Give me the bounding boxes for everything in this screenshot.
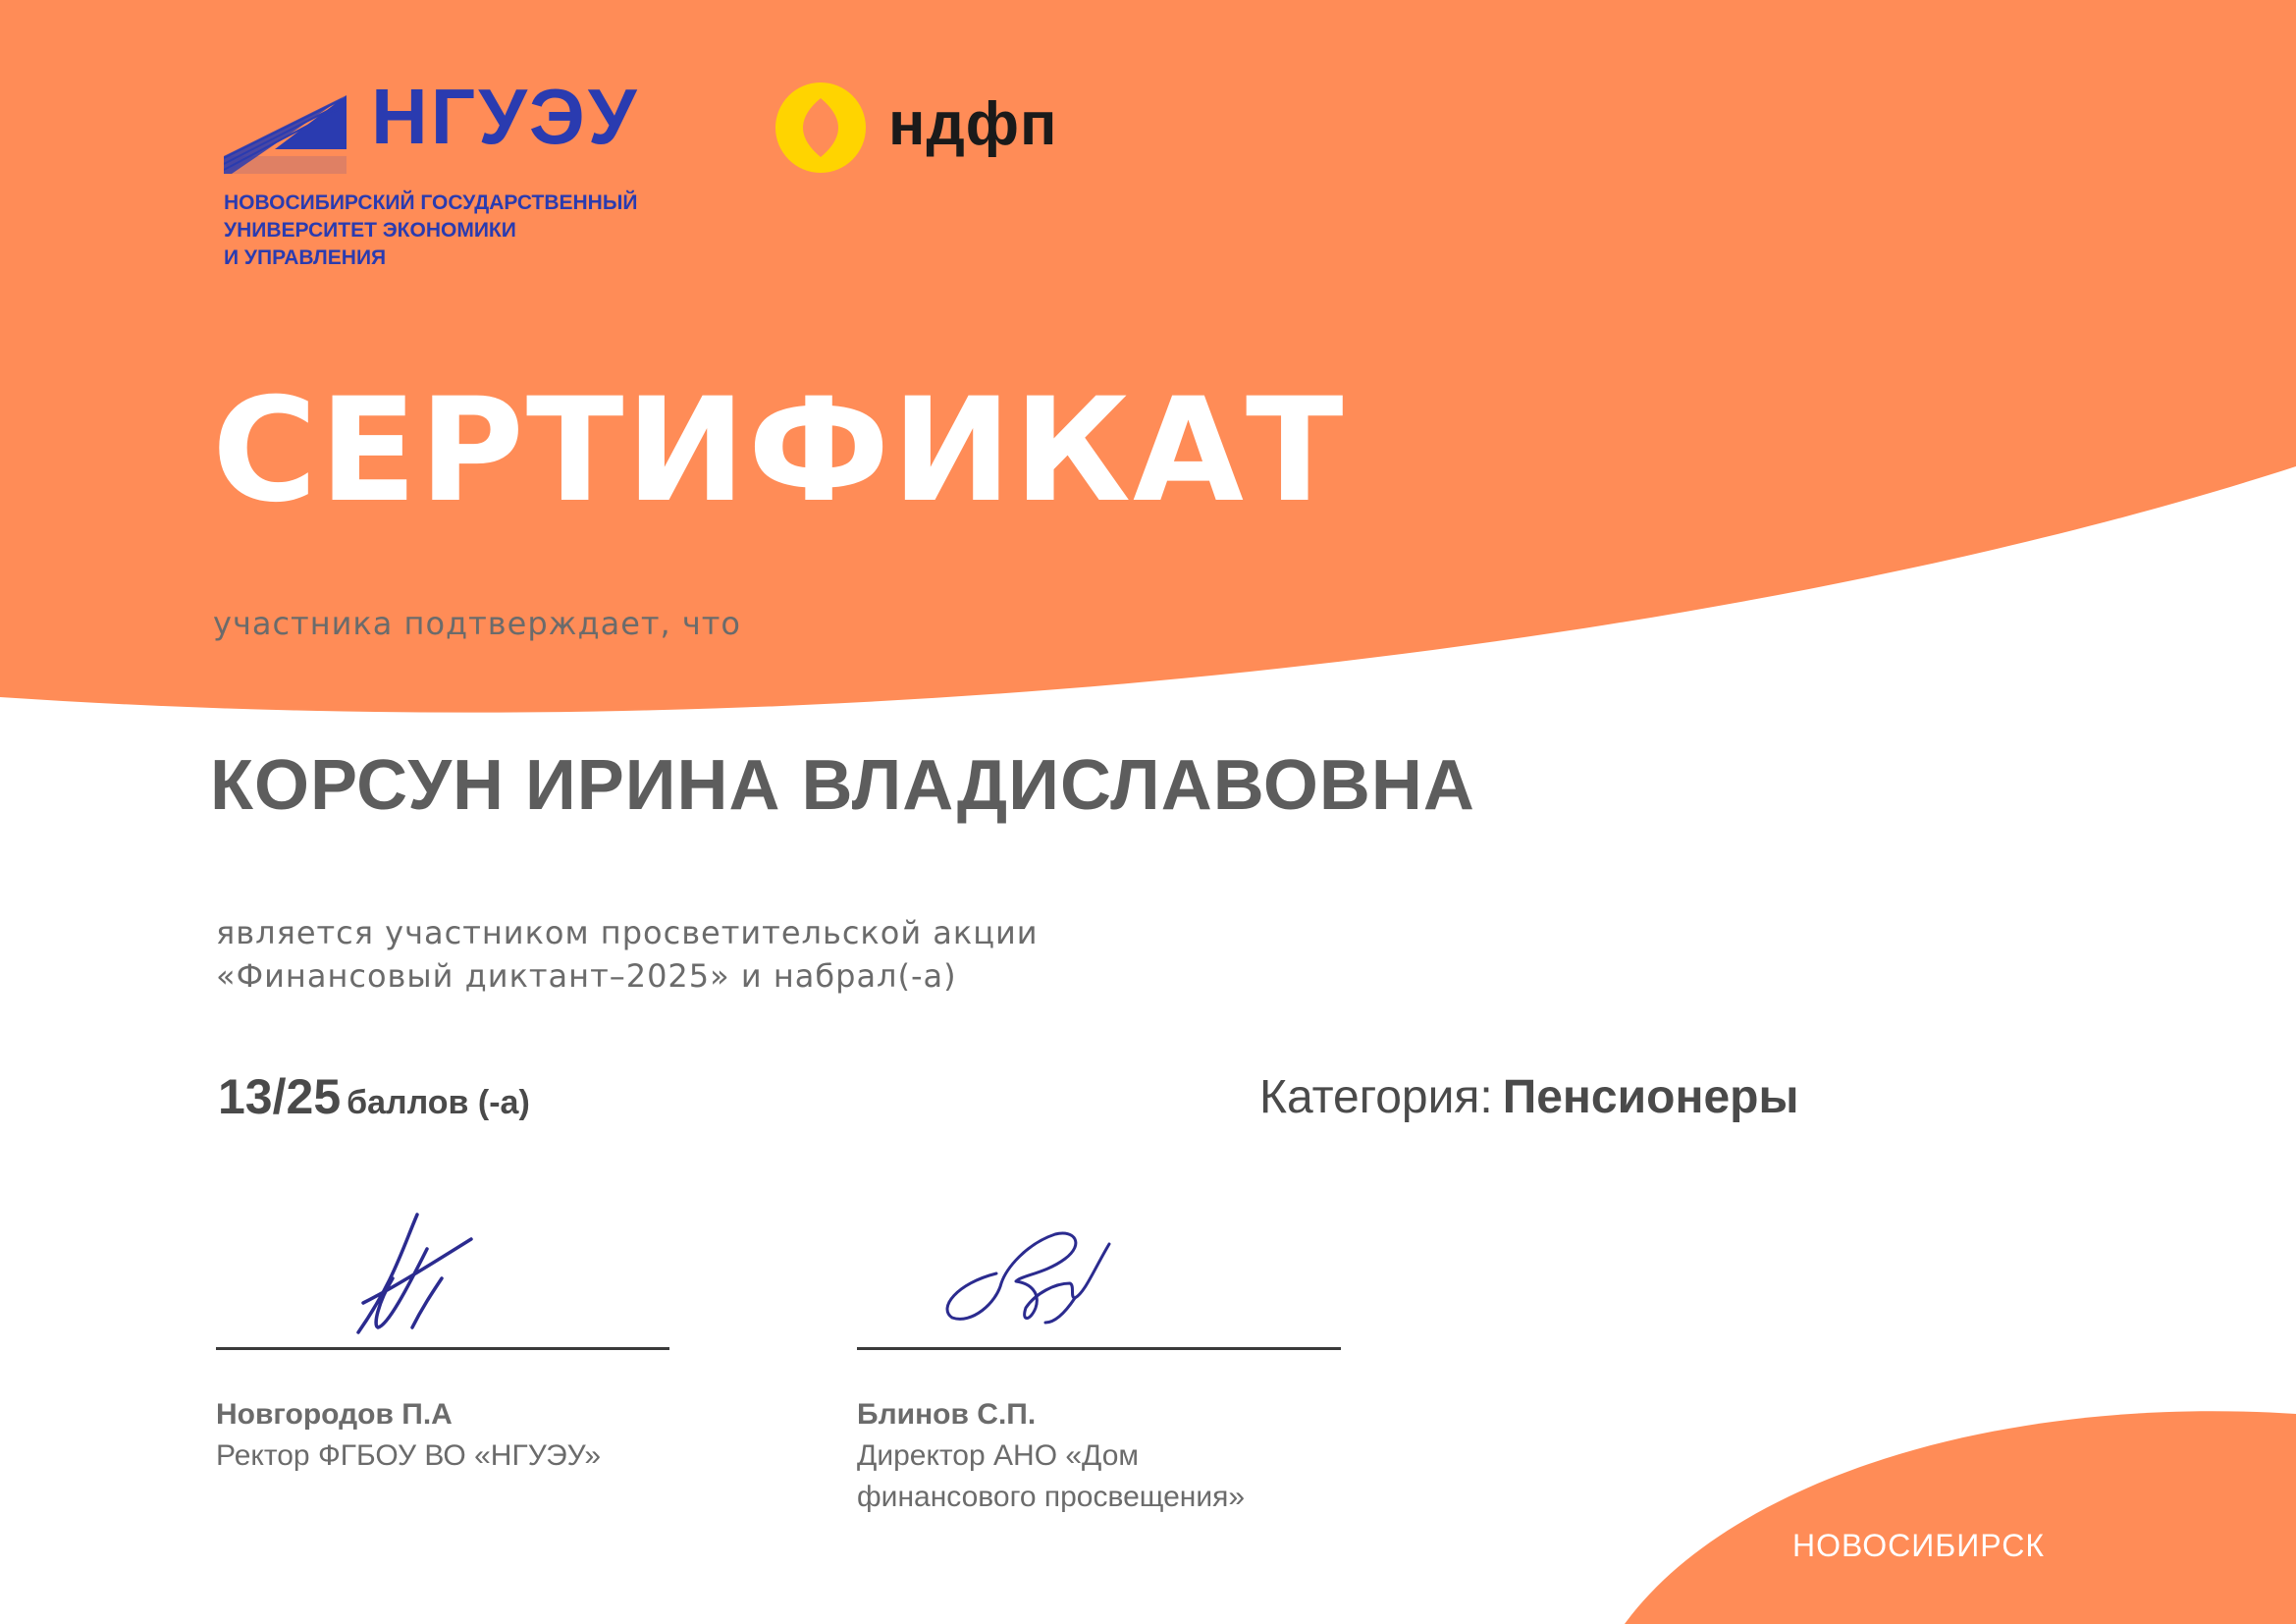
category-value: Пенсионеры [1502, 1071, 1799, 1123]
statement-line-2: «Финансовый диктант–2025» и набрал(-а) [216, 957, 957, 995]
nsuem-logo-mark-icon [224, 95, 347, 174]
city-label: НОВОСИБИРСК [1792, 1528, 2046, 1563]
score-value: 13/25 [218, 1069, 342, 1124]
signer-2-name: Блинов С.П. [857, 1398, 1037, 1431]
certificate-title: СЕРТИФИКАТ [212, 367, 1346, 534]
bottom-right-orange-corner [1625, 1411, 2296, 1624]
ndfp-logo [774, 81, 1088, 179]
signature-line-2 [857, 1347, 1341, 1350]
score-unit: баллов (-а) [347, 1084, 530, 1121]
signer-2-role: Директор АНО «Дом финансового просвещения» [857, 1439, 1246, 1513]
signature-line-1 [216, 1347, 669, 1350]
category-label: Категория: [1259, 1071, 1493, 1123]
nsuem-wordmark: НГУЭУ [371, 73, 640, 160]
category [1259, 1070, 1798, 1124]
statement-line-1: является участником просветительской акции [216, 914, 1039, 951]
signer-1-name: Новгородов П.А [216, 1398, 453, 1431]
signer-1 [216, 1394, 805, 1477]
score [218, 1068, 530, 1125]
signer-2 [857, 1394, 1446, 1518]
signature-2-icon [928, 1215, 1124, 1332]
ndfp-wordmark: ндфп [888, 90, 1058, 158]
participation-statement [216, 911, 1039, 998]
nsuem-logo [224, 73, 685, 280]
confirms-text: участника подтверждает, что [213, 605, 741, 642]
participant-name: КОРСУН ИРИНА ВЛАДИСЛАВОВНА [210, 746, 1475, 825]
nsuem-full-name: НОВОСИБИРСКИЙ ГОСУДАРСТВЕННЫЙ УНИВЕРСИТЕТ ЭКОНОМИКИ И УПРАВЛЕНИЯ [224, 191, 638, 269]
signature-1-icon [334, 1210, 491, 1337]
ndfp-logo-mark-icon [774, 81, 868, 175]
signer-1-role: Ректор ФГБОУ ВО «НГУЭУ» [216, 1439, 602, 1472]
